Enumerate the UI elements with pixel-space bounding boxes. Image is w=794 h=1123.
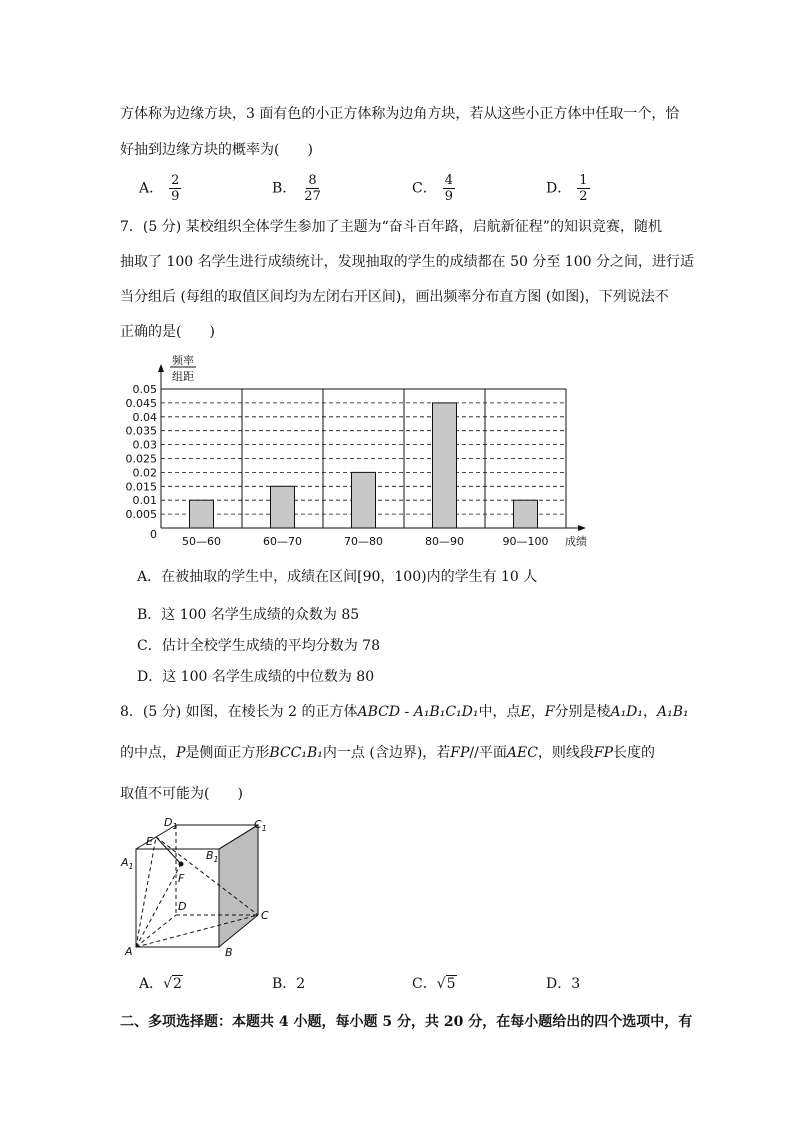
bar bbox=[514, 500, 538, 528]
label-d1: $D_1$ bbox=[164, 816, 178, 831]
bar bbox=[352, 472, 376, 528]
q8-text-line1: 8．(5 分) 如图，在棱长为 2 的正方体ABCD - A₁B₁C₁D₁中，点E，F分别是棱A₁D₁，A₁B₁ bbox=[120, 704, 689, 720]
y-tick-label: 0 bbox=[150, 528, 157, 541]
label-c1: $C_1$ bbox=[254, 818, 267, 833]
y-tick-label: 0.025 bbox=[125, 452, 157, 466]
y-label-bottom: 组距 bbox=[172, 370, 194, 383]
y-tick-label: 0.015 bbox=[125, 480, 157, 494]
y-tick-label: 0.05 bbox=[132, 383, 157, 396]
y-tick-label: 0.005 bbox=[125, 508, 157, 522]
q8-text-line2: 的中点，P是侧面正方形BCC₁B₁内一点 (含边界)，若FP//平面AEC，则线段FP长度的 bbox=[120, 745, 656, 761]
option-letter: B． bbox=[272, 180, 297, 197]
label-c: C bbox=[261, 909, 269, 922]
x-tick-label: 80—90 bbox=[425, 535, 464, 548]
x-axis-arrow bbox=[578, 525, 586, 531]
q6-text-line2: 好抽到边缘方块的概率为( ) bbox=[120, 142, 313, 158]
label-a1: $A_1$ bbox=[121, 856, 134, 871]
y-tick-label: 0.01 bbox=[132, 494, 157, 508]
x-tick-label: 70—80 bbox=[344, 535, 383, 548]
q8-text-line3: 取值不可能为( ) bbox=[120, 786, 243, 802]
point-f bbox=[179, 862, 184, 867]
sqrt-symbol: √ bbox=[436, 976, 446, 992]
q7-text-line2: 抽取了 100 名学生进行成绩统计，发现抽取的学生的成绩都在 50 分至 100 分之间，进行适 bbox=[120, 254, 694, 270]
section2-heading: 二、多项选择题：本题共 4 小题，每小题 5 分，共 20 分，在每小题给出的四个选项中，有 bbox=[120, 1014, 693, 1030]
q7-option-c[interactable]: C．估计全校学生成绩的平均分数为 78 bbox=[137, 638, 380, 654]
q7-option-a[interactable]: A．在被抽取的学生中，成绩在区间[90，100)内的学生有 10 人 bbox=[137, 569, 538, 585]
label-a: A bbox=[125, 945, 133, 958]
x-tick-label: 60—70 bbox=[263, 535, 302, 548]
fraction: $\frac{1}{2}$ bbox=[579, 173, 588, 204]
label-b1: $B_1$ bbox=[206, 849, 219, 864]
shaded-face-bcc1b1 bbox=[219, 825, 258, 947]
q6-text-line1: 方体称为边缘方块，3 面有色的小正方体称为边角方块，若从这些小正方体中任取一个，恰 bbox=[120, 106, 680, 122]
bar bbox=[271, 486, 295, 528]
fraction: $\frac{8}{27}$ bbox=[304, 173, 321, 204]
label-f: F bbox=[178, 872, 185, 885]
y-tick-label: 0.02 bbox=[132, 466, 157, 480]
q8-option-c[interactable]: C．√5 bbox=[412, 976, 456, 992]
q6-option-d[interactable] bbox=[546, 173, 590, 204]
option-letter: C． bbox=[412, 180, 437, 197]
q6-option-c[interactable] bbox=[412, 173, 455, 204]
q7-text-line3: 当分组后 (每组的取值区间均为左闭右开区间)，画出频率分布直方图 (如图)，下列说法不 bbox=[120, 289, 669, 305]
bar bbox=[433, 403, 457, 528]
bar bbox=[190, 500, 214, 528]
y-tick-label: 0.04 bbox=[132, 410, 157, 424]
q6-option-a[interactable] bbox=[139, 173, 181, 204]
y-tick-label: 0.03 bbox=[132, 438, 157, 452]
x-tick-label: 50—60 bbox=[182, 535, 221, 548]
label-b: B bbox=[225, 946, 233, 959]
label-d: D bbox=[178, 900, 187, 913]
q8-option-a[interactable]: A．√2 bbox=[139, 976, 182, 992]
cube-figure bbox=[0, 812, 794, 962]
sqrt-symbol: √ bbox=[163, 976, 173, 992]
front-face bbox=[136, 849, 219, 947]
fraction: $\frac{4}{9}$ bbox=[444, 173, 453, 204]
y-tick-label: 0.045 bbox=[125, 396, 157, 410]
y-tick-label: 0.035 bbox=[125, 424, 157, 438]
q8-option-d[interactable]: D．3 bbox=[546, 976, 581, 992]
x-axis-label: 成绩 bbox=[565, 535, 587, 548]
fraction: $\frac{2}{9}$ bbox=[171, 173, 180, 204]
q7-text-line4: 正确的是( ) bbox=[120, 324, 215, 340]
q7-text-line1: 7．(5 分) 某校组织全体学生参加了主题为“奋斗百年路，启航新征程”的知识竞赛，随机 bbox=[120, 219, 662, 235]
x-tick-label: 90—100 bbox=[502, 535, 549, 548]
y-label-top: 频率 bbox=[172, 354, 194, 367]
y-axis-arrow bbox=[158, 364, 164, 372]
label-e: E bbox=[146, 835, 153, 848]
q7-option-b[interactable]: B．这 100 名学生成绩的众数为 85 bbox=[137, 607, 360, 623]
q6-option-b[interactable] bbox=[272, 173, 323, 204]
histogram-chart bbox=[0, 345, 794, 555]
q7-option-d[interactable]: D．这 100 名学生成绩的中位数为 80 bbox=[137, 669, 375, 685]
q8-option-b[interactable]: B．2 bbox=[272, 976, 306, 992]
option-letter: A． bbox=[139, 180, 164, 197]
option-letter: D． bbox=[546, 180, 572, 197]
